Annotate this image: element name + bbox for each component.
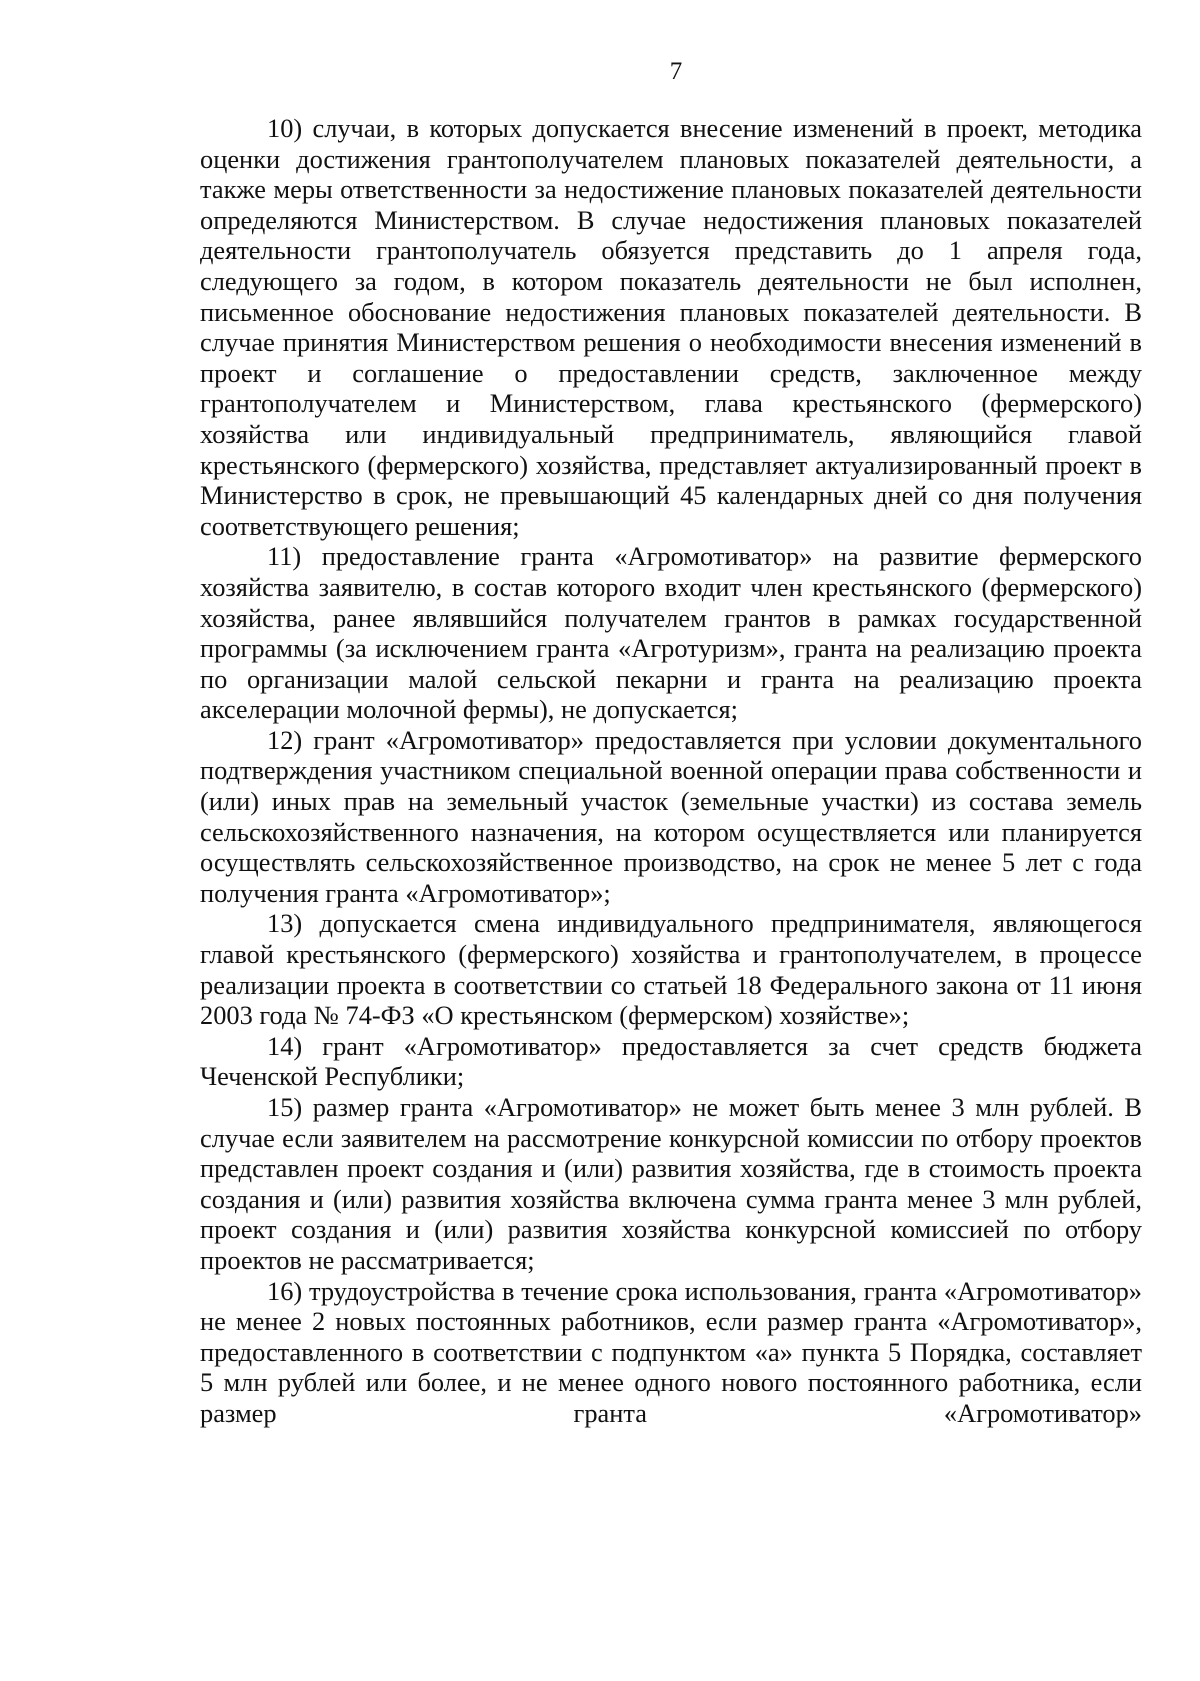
paragraph-item-14: 14) грант «Агромотиватор» предоставляется за счет средств бюджета Чеченской Республики; bbox=[200, 1030, 1142, 1092]
paragraph-item-13: 13) допускается смена индивидуального предпринимателя, являющегося главой крестьянского (фермерского) хозяйства и грантополучателем, в процессе реализации проекта в соответствии со статьей 18 Федерального закона от 11 июня 2003 года № 74-ФЗ «О крестьянском (фермерском) хозяйстве»; bbox=[200, 908, 1142, 1031]
document-body bbox=[200, 113, 1142, 1429]
paragraph-item-15: 15) размер гранта «Агромотиватор» не может быть менее 3 млн рублей. В случае если заявителем на рассмотрение конкурсной комиссии по отбору проектов представлен проект создания и (или) развития хозяйства, где в стоимость проекта создания и (или) развития хозяйства включена сумма гранта менее 3 млн рублей, проект создания и (или) развития хозяйства конкурсной комиссией по отбору проектов не рассматривается; bbox=[200, 1092, 1142, 1275]
paragraph-item-11: 11) предоставление гранта «Агромотиватор» на развитие фермерского хозяйства заявителю, в состав которого входит член крестьянского (фермерского) хозяйства, ранее являвшийся получателем грантов в рамках государственной программы (за исключением гранта «Агротуризм», гранта на реализацию проекта по организации малой сельской пекарни и гранта на реализацию проекта акселерации молочной фермы), не допускается; bbox=[200, 541, 1142, 725]
paragraph-item-16: 16) трудоустройства в течение срока использования, гранта «Агромотиватор» не менее 2 новых постоянных работников, если размер гранта «Агромотиватор», предоставленного в соответствии с подпунктом «а» пункта 5 Порядка, составляет 5 млн рублей или более, и не менее одного нового постоянного работника, если размер гранта «Агромотиватор» bbox=[200, 1275, 1142, 1428]
paragraph-item-12: 12) грант «Агромотиватор» предоставляется при условии документального подтверждения участником специальной военной операции права собственности и (или) иных прав на земельный участок (земельные участки) из состава земель сельскохозяйственного назначения, на котором осуществляется или планируется осуществлять сельскохозяйственное производство, на срок не менее 5 лет с года получения гранта «Агромотиватор»; bbox=[200, 724, 1142, 908]
page-number: 7 bbox=[669, 58, 683, 85]
paragraph-item-10: 10) случаи, в которых допускается внесение изменений в проект, методика оценки достижения грантополучателем плановых показателей деятельности, а также меры ответственности за недостижение плановых показателей деятельности определяются Министерством. В случае недостижения плановых показателей деятельности грантополучатель обязуется представить до 1 апреля года, следующего за годом, в котором показатель деятельности не был исполнен, письменное обоснование недостижения плановых показателей деятельности. В случае принятия Министерством решения о необходимости внесения изменений в проект и соглашение о предоставлении средств, заключенное между грантополучателем и Министерством, глава крестьянского (фермерского) хозяйства или индивидуальный предприниматель, являющийся главой крестьянского (фермерского) хозяйства, представляет актуализированный проект в Министерство в срок, не превышающий 45 календарных дней со дня получения соответствующего решения; bbox=[200, 113, 1142, 541]
